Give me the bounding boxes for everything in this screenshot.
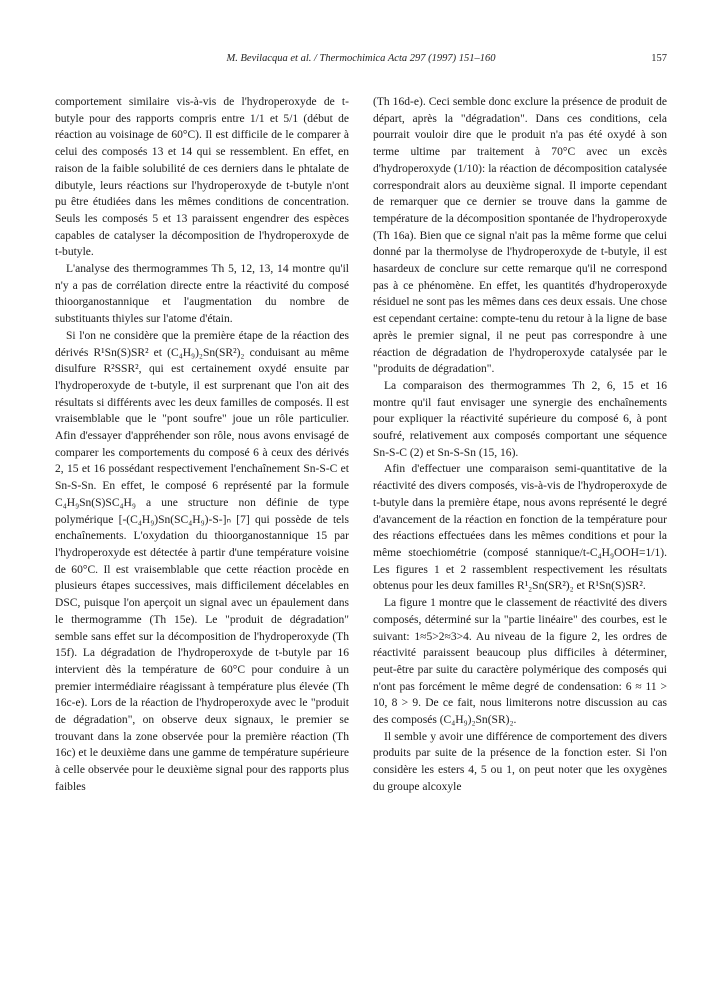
paragraph: La comparaison des thermogrammes Th 2, 6, 15 et 16 montre qu'il faut envisager une synergie des enchaînements pour expliquer la réactivité supérieure du composé 6, à pont soufré, relativement aux composés comportant une séquence Sn-S-C (2) et Sn-S-Sn (15, 16). <box>373 379 667 459</box>
running-header <box>55 53 667 69</box>
left-column <box>55 94 349 796</box>
paragraph: Afin d'effectuer une comparaison semi-quantitative de la réactivité des divers composés, vis-à-vis de l'hydroperoxyde de t-butyle dans la première étape, nous avons représenté le degré d'avancement de la réaction en fonction de la température pour des réactions effectuées dans les mêmes conditions et pour la même stoechiométrie (composé stannique/t-C₄H₉OOH=1/1). Les figures 1 et 2 rassemblent respectivement les résultats obtenus pour les deux familles R¹₂Sn(SR²)₂ et R¹Sn(S)SR². <box>373 463 667 593</box>
paragraph: (Th 16d-e). Ceci semble donc exclure la présence de produit de départ, après la "dégradation". Dans ces conditions, cela pourrait vouloir dire que le produit n'a pas été oxydé à son terme ultime par traitement à 70°C avec un excès d'hydroperoxyde (1/10): la réaction de décomposition catalysée correspondrait alors au deuxième signal. Il importe cependant de remarquer que ce dernier se trouve dans la gamme de température de la décomposition spontanée de l'hydroperoxyde (Th 16a). Bien que ce signal n'ait pas la même forme que celui donné par la thermolyse de l'hydroperoxyde de t-butyle, il est hasardeux de conclure sur cette remarque qu'il ne correspond pas à ce phénomène. En effet, les quantités d'hydroperoxyde résiduel ne sont pas les mêmes dans ces deux essais. Une chose est cependant certaine: compte-tenu du retour à la ligne de base après le premier signal, il ne peut pas correspondre à une réaction de dégradation de l'hydroperoxyde catalysée par le "produits de dégradation". <box>373 96 667 376</box>
journal-reference: M. Bevilacqua et al. / Thermochimica Acta 297 (1997) 151–160 <box>226 53 496 64</box>
paragraph: comportement similaire vis-à-vis de l'hydroperoxyde de t-butyle pour des rapports compris entre 1/1 et 5/1 (début de réaction au voisinage de 60°C). Il est difficile de le comparer à celui des composés 13 et 14 qui se ressemblent. En effet, en raison de la faible solubilité de ces derniers dans le phtalate de dibutyle, leurs réactions sur l'hydroperoxyde de t-butyle n'ont pu être étudiées dans les mêmes conditions de concentration. Seuls les composés 5 et 13 paraissent engendrer des espèces capables de catalyser la décomposition de l'hydroperoxyde de t-butyle. <box>55 96 349 259</box>
paragraph: La figure 1 montre que le classement de réactivité des divers composés, déterminé sur la "partie linéaire" des courbes, est le suivant: 1≈5>2≈3>4. Au niveau de la figure 2, les ordres de réactivité paraissent beaucoup plus difficiles à déterminer, peut-être par suite du caractère polymérique des composés qui n'ont pas forcément le même degré de condensation: 6 ≈ 11 > 10, 8 > 9. De ce fait, nous limiterons notre discussion au cas des composés (C₄H₉)₂Sn(SR)₂. <box>373 597 667 727</box>
paragraph: L'analyse des thermogrammes Th 5, 12, 13, 14 montre qu'il n'y a pas de corrélation directe entre la réactivité du composé thioorganostannique et l'augmentation du nombre de substituants thiyles sur l'atome d'étain. <box>55 263 349 326</box>
right-column <box>373 94 667 796</box>
page-number: 157 <box>651 53 667 64</box>
paragraph: Il semble y avoir une différence de comportement des divers produits par suite de la présence de la fonction ester. Si l'on considère les esters 4, 5 ou 1, on peut noter que les oxygènes du groupe alcoxyle <box>373 730 667 793</box>
paragraph: Si l'on ne considère que la première étape de la réaction des dérivés R¹Sn(S)SR² et (C₄H₉)₂Sn(SR²)₂ conduisant au même disulfure R²SSR², qui est certainement oxydé ensuite par l'hydroperoxyde de t-butyle, il est surprenant que l'on ait des résultats si différents avec les deux familles de composés. Il est vraisemblable que le "pont soufre" joue un rôle particulier. Afin d'essayer d'appréhender son rôle, nous avons envisagé de comparer les comportements du composé 6 à ceux des dérivés 2, 15 et 16 possédant respectivement l'enchaînement Sn-S-C et Sn-S-Sn. En effet, le composé 6 représenté par la formule C₄H₉Sn(S)SC₄H₉ a une structure non définie de type polymérique [-(C₄H₉)Sn(SC₄H₉)-S-]ₙ [7] qui possède de tels enchaînements. L'oxydation du thioorganostannique 15 par l'hydroperoxyde est détectée à partir d'une température voisine de 60°C. Il est vraisemblable que cette réaction procède en plusieurs étapes successives, mais difficilement décelables en DSC, puisque l'on aperçoit un signal avec un épaulement dans le thermogramme (Th 15e). Le "produit de dégradation" semble sans effet sur la décomposition de l'hydroperoxyde (Th 15f). La dégradation de l'hydroperoxyde de t-butyle par 16 intervient dès la température de 60°C pour conduire à un premier intermédiaire réagissant à température plus élevée (Th 16c-e). Lors de la réaction de l'hydroperoxyde avec le "produit de dégradation", on observe deux signaux, le premier se trouvant dans la zone observée pour la première réaction (Th 16c) et le deuxième dans une gamme de température supérieure à celle observée pour le deuxième signal pour des rapports plus faibles <box>55 329 349 793</box>
